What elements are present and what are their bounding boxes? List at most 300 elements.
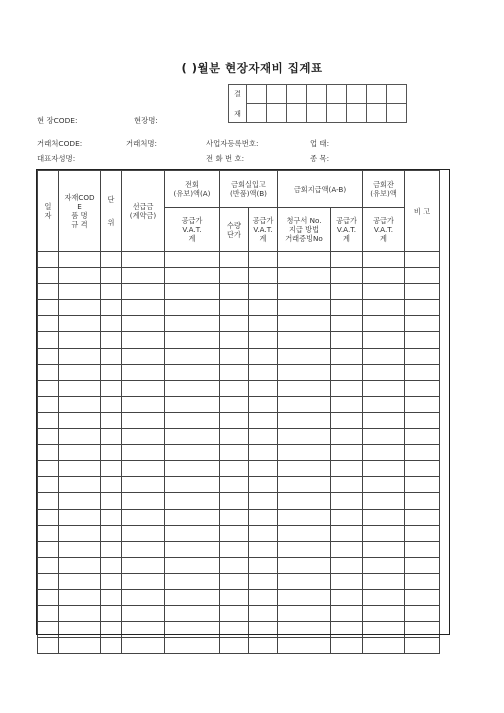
table-cell[interactable]	[101, 252, 122, 268]
table-cell[interactable]	[331, 316, 363, 332]
table-cell[interactable]	[122, 268, 165, 284]
table-cell[interactable]	[331, 364, 363, 380]
table-cell[interactable]	[331, 525, 363, 541]
table-cell[interactable]	[165, 606, 220, 622]
table-cell[interactable]	[165, 493, 220, 509]
table-cell[interactable]	[38, 364, 59, 380]
table-cell[interactable]	[101, 573, 122, 589]
table-cell[interactable]	[363, 300, 405, 316]
table-cell[interactable]	[38, 284, 59, 300]
table-cell[interactable]	[249, 380, 278, 396]
table-cell[interactable]	[38, 412, 59, 428]
table-cell[interactable]	[278, 461, 331, 477]
approval-cell[interactable]	[387, 104, 407, 123]
approval-cell[interactable]	[247, 104, 267, 123]
table-cell[interactable]	[122, 541, 165, 557]
table-cell[interactable]	[122, 622, 165, 638]
table-cell[interactable]	[363, 316, 405, 332]
table-cell[interactable]	[101, 589, 122, 605]
table-cell[interactable]	[405, 364, 440, 380]
table-cell[interactable]	[38, 316, 59, 332]
approval-cell[interactable]	[247, 85, 267, 104]
table-cell[interactable]	[405, 589, 440, 605]
table-cell[interactable]	[122, 461, 165, 477]
table-cell[interactable]	[331, 300, 363, 316]
table-cell[interactable]	[363, 606, 405, 622]
table-cell[interactable]	[405, 541, 440, 557]
table-cell[interactable]	[249, 638, 278, 654]
table-cell[interactable]	[220, 332, 249, 348]
table-cell[interactable]	[101, 316, 122, 332]
table-cell[interactable]	[165, 638, 220, 654]
table-cell[interactable]	[165, 252, 220, 268]
table-cell[interactable]	[220, 477, 249, 493]
table-cell[interactable]	[165, 445, 220, 461]
approval-cell[interactable]	[327, 104, 347, 123]
table-cell[interactable]	[278, 509, 331, 525]
table-cell[interactable]	[331, 429, 363, 445]
table-cell[interactable]	[122, 606, 165, 622]
approval-label	[229, 85, 247, 123]
table-cell[interactable]	[363, 525, 405, 541]
table-row	[38, 284, 440, 300]
table-cell[interactable]	[405, 252, 440, 268]
table-cell[interactable]	[165, 412, 220, 428]
table-cell[interactable]	[331, 461, 363, 477]
table-cell[interactable]	[278, 589, 331, 605]
table-cell[interactable]	[363, 429, 405, 445]
table-cell[interactable]	[165, 461, 220, 477]
table-cell[interactable]	[59, 509, 101, 525]
table-cell[interactable]	[249, 461, 278, 477]
col-remarks-header: 비 고	[405, 171, 440, 252]
table-cell[interactable]	[363, 541, 405, 557]
table-cell[interactable]	[249, 557, 278, 573]
table-cell[interactable]	[331, 541, 363, 557]
table-cell[interactable]	[122, 525, 165, 541]
table-cell[interactable]	[278, 364, 331, 380]
table-row	[38, 557, 440, 573]
approval-cell[interactable]	[387, 85, 407, 104]
table-cell[interactable]	[59, 461, 101, 477]
table-cell[interactable]	[122, 348, 165, 364]
table-cell[interactable]	[59, 541, 101, 557]
table-cell[interactable]	[249, 525, 278, 541]
table-cell[interactable]	[59, 573, 101, 589]
table-cell[interactable]	[331, 445, 363, 461]
table-cell[interactable]	[278, 606, 331, 622]
table-cell[interactable]	[249, 268, 278, 284]
table-cell[interactable]	[363, 348, 405, 364]
table-cell[interactable]	[165, 284, 220, 300]
table-cell[interactable]	[249, 284, 278, 300]
table-cell[interactable]	[278, 412, 331, 428]
table-cell[interactable]	[363, 638, 405, 654]
table-cell[interactable]	[278, 573, 331, 589]
table-cell[interactable]	[220, 364, 249, 380]
table-cell[interactable]	[405, 300, 440, 316]
table-cell[interactable]	[101, 364, 122, 380]
table-cell[interactable]	[165, 557, 220, 573]
table-cell[interactable]	[278, 252, 331, 268]
table-cell[interactable]	[405, 509, 440, 525]
table-cell[interactable]	[122, 316, 165, 332]
approval-cell[interactable]	[327, 85, 347, 104]
table-cell[interactable]	[363, 557, 405, 573]
table-cell[interactable]	[249, 493, 278, 509]
table-cell[interactable]	[165, 622, 220, 638]
table-cell[interactable]	[38, 606, 59, 622]
table-cell[interactable]	[278, 429, 331, 445]
table-cell[interactable]	[278, 493, 331, 509]
table-cell[interactable]	[101, 445, 122, 461]
table-cell[interactable]	[331, 638, 363, 654]
table-cell[interactable]	[38, 348, 59, 364]
table-cell[interactable]	[278, 541, 331, 557]
table-cell[interactable]	[122, 445, 165, 461]
table-cell[interactable]	[38, 509, 59, 525]
table-cell[interactable]	[165, 429, 220, 445]
table-cell[interactable]	[122, 589, 165, 605]
table-cell[interactable]	[220, 284, 249, 300]
table-cell[interactable]	[59, 268, 101, 284]
table-cell[interactable]	[101, 606, 122, 622]
table-cell[interactable]	[59, 493, 101, 509]
table-cell[interactable]	[38, 429, 59, 445]
table-cell[interactable]	[220, 300, 249, 316]
table-cell[interactable]	[405, 638, 440, 654]
table-cell[interactable]	[101, 284, 122, 300]
table-cell[interactable]	[59, 638, 101, 654]
table-cell[interactable]	[331, 573, 363, 589]
table-cell[interactable]	[249, 541, 278, 557]
table-cell[interactable]	[59, 252, 101, 268]
table-cell[interactable]	[405, 445, 440, 461]
table-cell[interactable]	[405, 493, 440, 509]
table-cell[interactable]	[220, 380, 249, 396]
table-cell[interactable]	[101, 429, 122, 445]
table-cell[interactable]	[59, 284, 101, 300]
table-cell[interactable]	[363, 396, 405, 412]
table-cell[interactable]	[249, 509, 278, 525]
table-cell[interactable]	[165, 573, 220, 589]
table-cell[interactable]	[278, 557, 331, 573]
table-cell[interactable]	[220, 509, 249, 525]
approval-cell[interactable]	[267, 104, 287, 123]
table-cell[interactable]	[59, 348, 101, 364]
table-cell[interactable]	[363, 461, 405, 477]
table-cell[interactable]	[220, 316, 249, 332]
table-cell[interactable]	[331, 332, 363, 348]
table-cell[interactable]	[165, 509, 220, 525]
table-cell[interactable]	[38, 573, 59, 589]
table-cell[interactable]	[59, 364, 101, 380]
table-cell[interactable]	[59, 589, 101, 605]
table-cell[interactable]	[122, 364, 165, 380]
table-cell[interactable]	[331, 477, 363, 493]
approval-cell[interactable]	[367, 85, 387, 104]
table-cell[interactable]	[331, 380, 363, 396]
table-cell[interactable]	[249, 429, 278, 445]
table-cell[interactable]	[331, 412, 363, 428]
table-cell[interactable]	[278, 300, 331, 316]
table-cell[interactable]	[363, 380, 405, 396]
table-cell[interactable]	[101, 332, 122, 348]
table-cell[interactable]	[405, 284, 440, 300]
table-cell[interactable]	[165, 316, 220, 332]
table-cell[interactable]	[278, 316, 331, 332]
table-cell[interactable]	[165, 332, 220, 348]
header-text: 공급가	[181, 216, 203, 225]
table-cell[interactable]	[220, 268, 249, 284]
table-cell[interactable]	[38, 589, 59, 605]
table-cell[interactable]	[363, 477, 405, 493]
table-cell[interactable]	[38, 638, 59, 654]
table-cell[interactable]	[101, 268, 122, 284]
table-cell[interactable]	[38, 380, 59, 396]
table-cell[interactable]	[122, 477, 165, 493]
table-cell[interactable]	[101, 509, 122, 525]
table-cell[interactable]	[101, 412, 122, 428]
table-cell[interactable]	[278, 332, 331, 348]
table-cell[interactable]	[278, 268, 331, 284]
table-cell[interactable]	[59, 622, 101, 638]
table-cell[interactable]	[405, 557, 440, 573]
table-cell[interactable]	[122, 284, 165, 300]
table-cell[interactable]	[363, 412, 405, 428]
approval-cell[interactable]	[347, 104, 367, 123]
table-cell[interactable]	[331, 348, 363, 364]
table-cell[interactable]	[38, 541, 59, 557]
table-cell[interactable]	[220, 445, 249, 461]
table-cell[interactable]	[220, 461, 249, 477]
table-cell[interactable]	[38, 396, 59, 412]
table-cell[interactable]	[363, 332, 405, 348]
table-cell[interactable]	[405, 622, 440, 638]
table-cell[interactable]	[38, 493, 59, 509]
table-cell[interactable]	[249, 396, 278, 412]
table-cell[interactable]	[220, 557, 249, 573]
table-cell[interactable]	[101, 622, 122, 638]
table-cell[interactable]	[331, 268, 363, 284]
table-cell[interactable]	[249, 606, 278, 622]
table-cell[interactable]	[101, 638, 122, 654]
table-cell[interactable]	[278, 284, 331, 300]
table-cell[interactable]	[38, 525, 59, 541]
table-cell[interactable]	[363, 622, 405, 638]
table-cell[interactable]	[405, 268, 440, 284]
table-cell[interactable]	[331, 557, 363, 573]
table-cell[interactable]	[220, 348, 249, 364]
table-cell[interactable]	[165, 396, 220, 412]
table-cell[interactable]	[405, 412, 440, 428]
table-cell[interactable]	[249, 412, 278, 428]
table-cell[interactable]	[101, 541, 122, 557]
table-cell[interactable]	[363, 509, 405, 525]
table-cell[interactable]	[405, 461, 440, 477]
table-cell[interactable]	[59, 557, 101, 573]
table-cell[interactable]	[38, 332, 59, 348]
table-cell[interactable]	[249, 316, 278, 332]
table-cell[interactable]	[278, 622, 331, 638]
table-cell[interactable]	[405, 380, 440, 396]
table-cell[interactable]	[331, 252, 363, 268]
table-cell[interactable]	[59, 300, 101, 316]
approval-cell[interactable]	[267, 85, 287, 104]
table-cell[interactable]	[405, 477, 440, 493]
table-cell[interactable]	[405, 525, 440, 541]
table-cell[interactable]	[38, 300, 59, 316]
approval-cell[interactable]	[307, 85, 327, 104]
table-cell[interactable]	[38, 268, 59, 284]
table-cell[interactable]	[249, 573, 278, 589]
table-cell[interactable]	[220, 638, 249, 654]
table-cell[interactable]	[59, 525, 101, 541]
table-cell[interactable]	[59, 380, 101, 396]
table-cell[interactable]	[405, 316, 440, 332]
table-cell[interactable]	[278, 396, 331, 412]
table-cell[interactable]	[278, 477, 331, 493]
approval-cell[interactable]	[287, 85, 307, 104]
table-cell[interactable]	[165, 348, 220, 364]
table-cell[interactable]	[165, 364, 220, 380]
table-cell[interactable]	[278, 445, 331, 461]
table-cell[interactable]	[249, 348, 278, 364]
table-cell[interactable]	[363, 493, 405, 509]
table-cell[interactable]	[363, 284, 405, 300]
table-cell[interactable]	[363, 268, 405, 284]
table-cell[interactable]	[59, 396, 101, 412]
table-cell[interactable]	[101, 380, 122, 396]
table-cell[interactable]	[331, 509, 363, 525]
table-cell[interactable]	[249, 252, 278, 268]
table-cell[interactable]	[165, 300, 220, 316]
table-cell[interactable]	[249, 622, 278, 638]
table-cell[interactable]	[220, 573, 249, 589]
table-cell[interactable]	[122, 638, 165, 654]
table-cell[interactable]	[220, 606, 249, 622]
table-cell[interactable]	[122, 493, 165, 509]
table-cell[interactable]	[331, 396, 363, 412]
table-cell[interactable]	[249, 364, 278, 380]
table-cell[interactable]	[363, 589, 405, 605]
approval-cell[interactable]	[287, 104, 307, 123]
table-cell[interactable]	[249, 300, 278, 316]
table-cell[interactable]	[122, 509, 165, 525]
table-cell[interactable]	[331, 606, 363, 622]
table-cell[interactable]	[122, 412, 165, 428]
table-cell[interactable]	[122, 300, 165, 316]
table-cell[interactable]	[220, 622, 249, 638]
table-cell[interactable]	[122, 332, 165, 348]
table-cell[interactable]	[59, 477, 101, 493]
table-cell[interactable]	[38, 557, 59, 573]
table-cell[interactable]	[165, 589, 220, 605]
table-cell[interactable]	[220, 252, 249, 268]
table-cell[interactable]	[249, 589, 278, 605]
table-cell[interactable]	[165, 525, 220, 541]
table-cell[interactable]	[220, 429, 249, 445]
table-cell[interactable]	[405, 332, 440, 348]
table-cell[interactable]	[38, 477, 59, 493]
table-cell[interactable]	[278, 638, 331, 654]
table-cell[interactable]	[38, 252, 59, 268]
table-cell[interactable]	[59, 316, 101, 332]
table-cell[interactable]	[363, 364, 405, 380]
table-cell[interactable]	[220, 589, 249, 605]
table-cell[interactable]	[101, 348, 122, 364]
table-cell[interactable]	[165, 541, 220, 557]
table-cell[interactable]	[363, 445, 405, 461]
approval-cell[interactable]	[347, 85, 367, 104]
table-cell[interactable]	[101, 557, 122, 573]
table-cell[interactable]	[405, 573, 440, 589]
table-cell[interactable]	[101, 525, 122, 541]
table-cell[interactable]	[101, 300, 122, 316]
table-cell[interactable]	[101, 461, 122, 477]
table-cell[interactable]	[363, 573, 405, 589]
table-cell[interactable]	[122, 429, 165, 445]
table-cell[interactable]	[405, 348, 440, 364]
table-cell[interactable]	[122, 557, 165, 573]
sub-payment-doc-header	[278, 208, 331, 252]
header-text: V.A.T.	[253, 225, 273, 234]
table-cell[interactable]	[220, 396, 249, 412]
table-cell[interactable]	[165, 268, 220, 284]
table-cell[interactable]	[331, 284, 363, 300]
table-cell[interactable]	[278, 380, 331, 396]
table-cell[interactable]	[278, 348, 331, 364]
table-cell[interactable]	[122, 396, 165, 412]
table-cell[interactable]	[331, 589, 363, 605]
table-cell[interactable]	[220, 412, 249, 428]
table-cell[interactable]	[331, 622, 363, 638]
table-cell[interactable]	[59, 606, 101, 622]
table-cell[interactable]	[59, 429, 101, 445]
approval-cell[interactable]	[307, 104, 327, 123]
table-cell[interactable]	[122, 573, 165, 589]
table-cell[interactable]	[220, 541, 249, 557]
table-cell[interactable]	[165, 477, 220, 493]
table-cell[interactable]	[249, 445, 278, 461]
table-cell[interactable]	[38, 461, 59, 477]
table-cell[interactable]	[331, 493, 363, 509]
table-cell[interactable]	[59, 412, 101, 428]
table-cell[interactable]	[405, 606, 440, 622]
table-cell[interactable]	[220, 525, 249, 541]
table-cell[interactable]	[101, 396, 122, 412]
table-cell[interactable]	[38, 445, 59, 461]
table-cell[interactable]	[278, 525, 331, 541]
table-cell[interactable]	[101, 493, 122, 509]
table-cell[interactable]	[405, 429, 440, 445]
table-cell[interactable]	[59, 332, 101, 348]
header-text: 청구서 No.	[286, 216, 322, 225]
table-cell[interactable]	[220, 493, 249, 509]
table-cell[interactable]	[363, 252, 405, 268]
table-cell[interactable]	[122, 252, 165, 268]
table-cell[interactable]	[165, 380, 220, 396]
table-cell[interactable]	[249, 477, 278, 493]
table-cell[interactable]	[101, 477, 122, 493]
table-cell[interactable]	[405, 396, 440, 412]
sub-receipt-qty-header	[220, 208, 249, 252]
table-cell[interactable]	[38, 622, 59, 638]
approval-cell[interactable]	[367, 104, 387, 123]
table-cell[interactable]	[122, 380, 165, 396]
table-cell[interactable]	[59, 445, 101, 461]
table-cell[interactable]	[249, 332, 278, 348]
